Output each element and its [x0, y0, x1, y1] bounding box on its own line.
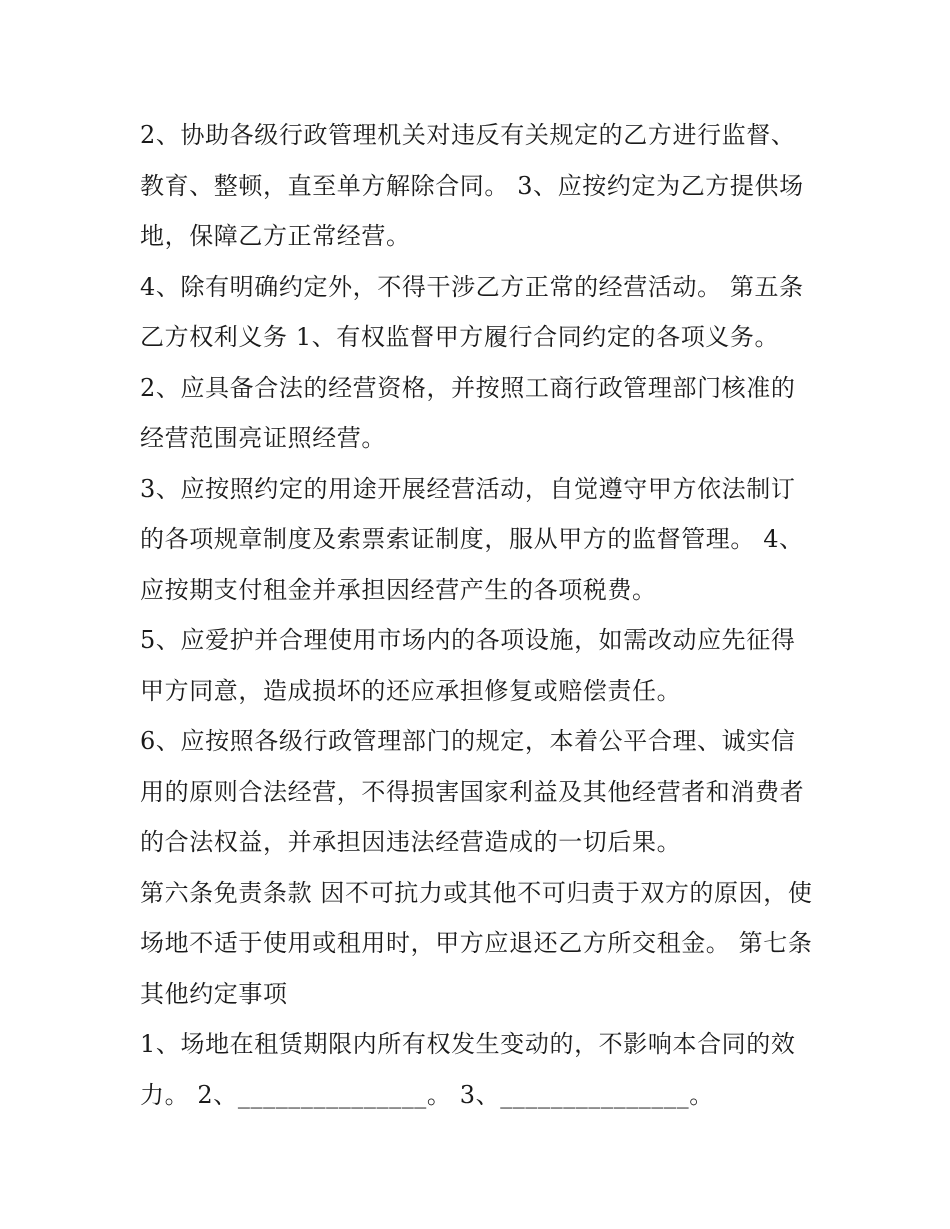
paragraph: 2、应具备合法的经营资格，并按照工商行政管理部门核准的经营范围亮证照经营。 — [140, 373, 796, 452]
paragraph: 6、应按照各级行政管理部门的规定，本着公平合理、诚实信用的原则合法经营，不得损害国家利益及其他经营者和消费者的合法权益，并承担因违法经营造成的一切后果。 — [140, 727, 805, 856]
paragraph: 3、应按照约定的用途开展经营活动，自觉遵守甲方依法制订的各项规章制度及索票索证制度，服从甲方的监督管理。 4、应按期支付租金并承担因经营产生的各项税费。 — [140, 474, 804, 604]
paragraph: 1、场地在租赁期限内所有权发生变动的，不影响本合同的效力。 2、_______________。 3、_______________。 — [140, 1030, 796, 1109]
paragraph: 5、应爱护并合理使用市场内的各项设施，如需改动应先征得甲方同意，造成损坏的还应承担修复或赔偿责任。 — [140, 626, 796, 705]
paragraph: 第六条免责条款 因不可抗力或其他不可归责于双方的原因，使场地不适于使用或租用时，甲方应退还乙方所交租金。 第七条其他约定事项 — [140, 878, 813, 1008]
document-body — [140, 110, 820, 1120]
paragraph: 2、协助各级行政管理机关对违反有关规定的乙方进行监督、教育、整顿，直至单方解除合同。 3、应按约定为乙方提供场地，保障乙方正常经营。 — [140, 121, 804, 250]
paragraph: 4、除有明确约定外，不得干涉乙方正常的经营活动。 第五条乙方权利义务 1、有权监督甲方履行合同约定的各项义务。 — [140, 272, 804, 351]
